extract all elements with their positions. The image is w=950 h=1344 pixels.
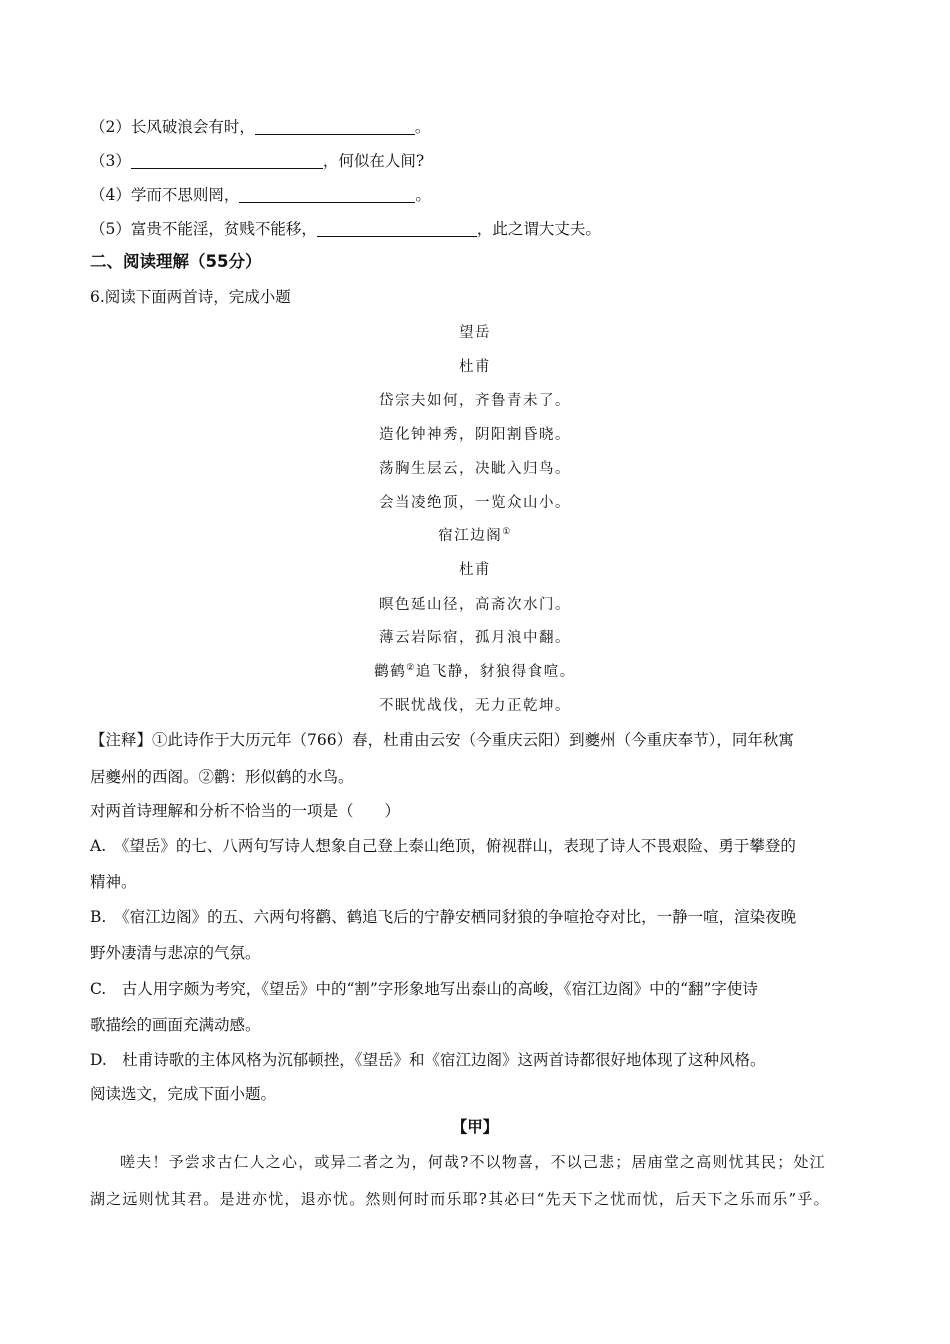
option-c[interactable]: C. 古人用字颇为考究，《望岳》中的“割”字形象地写出泰山的高峻，《宿江边阁》中的“翻”字使诗 <box>90 980 758 998</box>
q3-prefix: （3） <box>90 152 131 170</box>
footnote-marker: ① <box>502 527 512 537</box>
passage-jia-line: 湖之远则忧其君。是进亦忧，退亦忧。然则何时而乐耶?其必曰“先天下之忧而忧，后天下之乐而乐”乎。 <box>90 1190 830 1208</box>
passage-jia-line: 嗟夫！予尝求古仁人之心，或异二者之为，何哉?不以物喜，不以己悲；居庙堂之高则忧其民；处江 <box>120 1153 826 1171</box>
annotation-line: 居夔州的西阁。②鹳：形似鹤的水鸟。 <box>90 768 354 786</box>
poem2-line: 薄云岩际宿，孤月浪中翻。 <box>379 630 571 646</box>
answer-blank-q5[interactable] <box>317 220 477 237</box>
option-d[interactable]: D. 杜甫诗歌的主体风格为沉郁顿挫，《望岳》和《宿江边阁》这两首诗都很好地体现了这种风格。 <box>90 1051 766 1069</box>
reading-intro: 阅读选文，完成下面小题。 <box>90 1085 277 1103</box>
option-a[interactable]: A. 《望岳》的七、八两句写诗人想象自己登上泰山绝顶，俯视群山，表现了诗人不畏艰险、勇于攀登的 <box>90 837 796 855</box>
poem2-line3-a: 鹳鹤 <box>374 664 407 680</box>
footnote-marker: ② <box>406 663 416 673</box>
q2-prefix: （2）长风破浪会有时， <box>90 118 255 136</box>
poem2-title-text: 宿江边阁 <box>438 528 503 544</box>
q2-suffix: 。 <box>414 118 431 136</box>
answer-blank-q2[interactable] <box>255 118 415 135</box>
option-b-cont: 野外凄清与悲凉的气氛。 <box>90 944 261 962</box>
q5-prefix: （5）富贵不能淫，贫贱不能移， <box>90 220 317 238</box>
fill-blank-q4 <box>90 185 431 205</box>
poem1-line: 造化钟神秀，阴阳割昏晓。 <box>379 427 571 443</box>
poem2-line3-b: 追飞静，豺狼得食喧。 <box>415 664 576 680</box>
fill-blank-q5 <box>90 219 601 239</box>
option-a-cont: 精神。 <box>90 873 137 891</box>
option-b[interactable]: B. 《宿江边阁》的五、六两句将鹳、鹤追飞后的宁静安栖同豺狼的争喧抢夺对比，一静一喧，渲染夜晚 <box>90 908 797 926</box>
annotation-line: 【注释】①此诗作于大历元年（766）春，杜甫由云安（今重庆云阳）到夔州（今重庆奉节），同年秋寓 <box>90 731 794 749</box>
q4-prefix: （4）学而不思则罔， <box>90 186 240 204</box>
poem1-line: 荡胸生层云，决眦入归鸟。 <box>379 461 571 477</box>
poem1-line: 岱宗夫如何，齐鲁青未了。 <box>379 393 571 409</box>
poem1-line: 会当凌绝顶，一览众山小。 <box>379 495 571 511</box>
answer-blank-q3[interactable] <box>131 152 323 169</box>
poem2-author: 杜甫 <box>459 562 491 578</box>
passage-jia-title: 【甲】 <box>451 1117 499 1136</box>
poem2-title <box>0 526 950 546</box>
section-title: 二、阅读理解（55分） <box>90 252 262 271</box>
q5-suffix: ，此之谓大丈夫。 <box>476 220 601 238</box>
poem2-line: 不眠忧战伐，无力正乾坤。 <box>379 698 571 714</box>
answer-blank-q4[interactable] <box>239 186 415 203</box>
fill-blank-q3 <box>90 151 424 171</box>
q3-suffix: ，何似在人间? <box>322 152 425 170</box>
q6-intro: 6.阅读下面两首诗，完成小题 <box>90 288 291 306</box>
poem2-line <box>0 662 950 682</box>
question-stem: 对两首诗理解和分析不恰当的一项是（ ） <box>90 802 401 820</box>
fill-blank-q2 <box>90 117 430 137</box>
option-c-cont: 歌描绘的画面充满动感。 <box>90 1016 261 1034</box>
q4-suffix: 。 <box>415 186 431 204</box>
poem2-line: 暝色延山径，高斋次水门。 <box>379 597 571 613</box>
poem1-author: 杜甫 <box>459 359 491 375</box>
poem1-title: 望岳 <box>459 325 491 341</box>
